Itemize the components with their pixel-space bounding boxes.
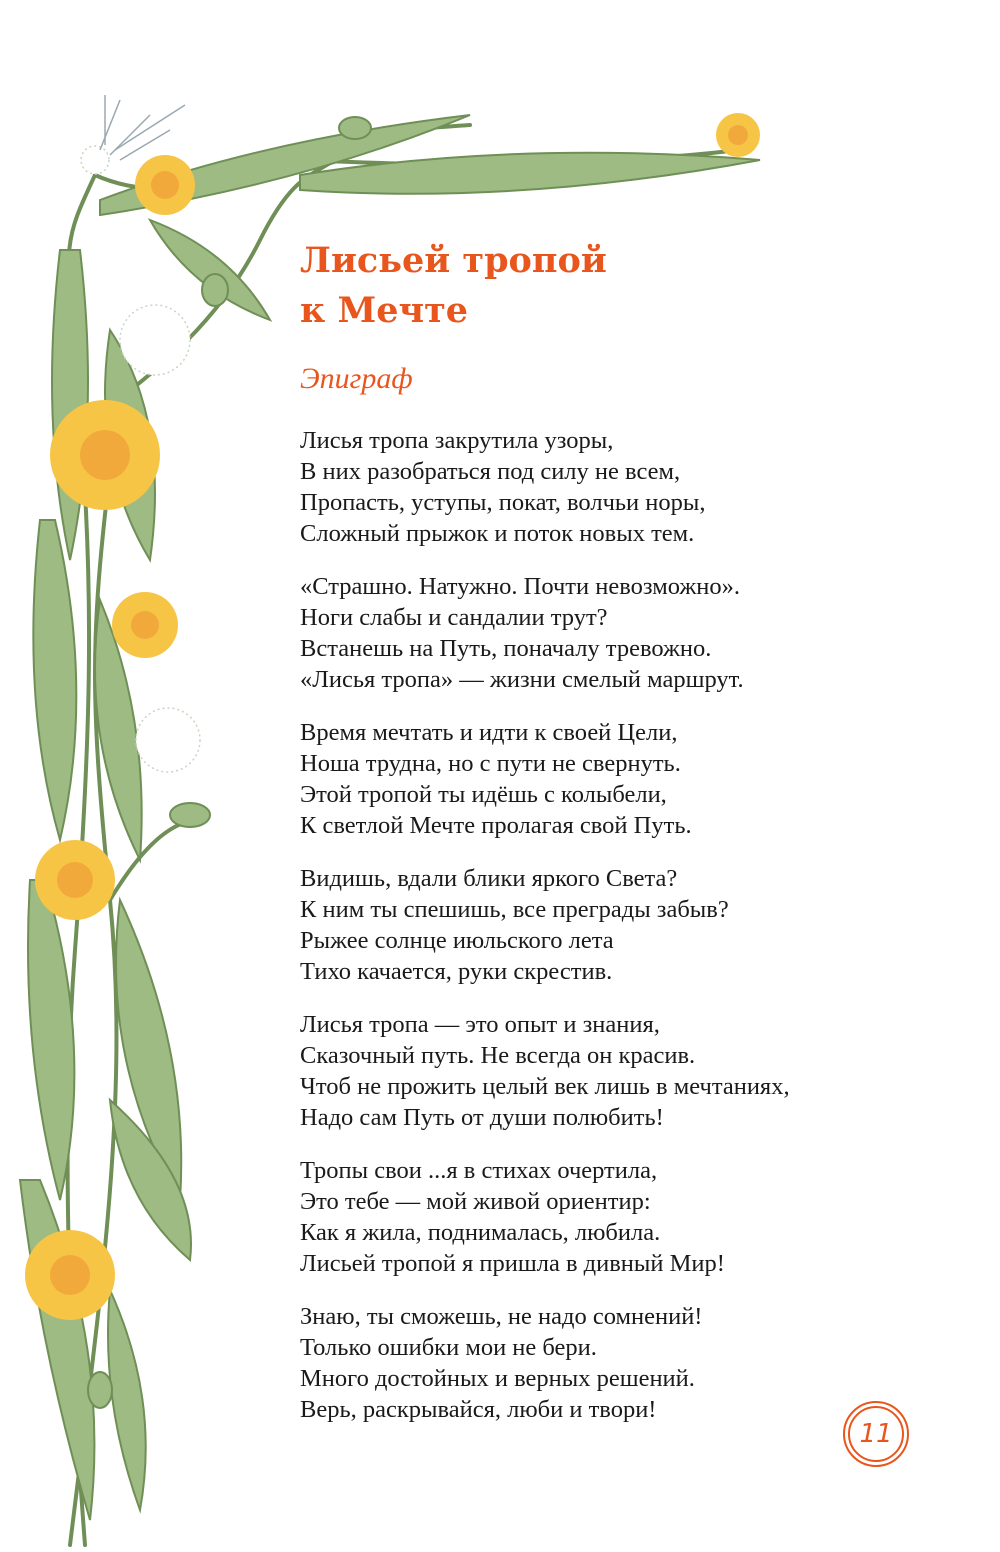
stanza-6 — [300, 1155, 900, 1279]
poem-line: Время мечтать и идти к своей Цели, — [300, 719, 678, 746]
stanza-1 — [300, 425, 900, 549]
poem-line: Много достойных и верных решений. — [300, 1365, 695, 1392]
poem-line: К ним ты спешишь, все преграды забыв? — [300, 896, 729, 923]
poem-line: Чтоб не прожить целый век лишь в мечтаниях, — [300, 1073, 790, 1100]
poem-line: Тропы свои ...я в стихах очертила, — [300, 1157, 658, 1184]
stanza-5 — [300, 1009, 900, 1133]
stanza-2 — [300, 571, 900, 695]
poem-line: Этой тропой ты идёшь с колыбели, — [300, 781, 667, 808]
poem-title — [300, 236, 607, 336]
poem-title-line-2: к Мечте — [300, 290, 469, 331]
poem-line: Тихо качается, руки скрестив. — [300, 958, 613, 985]
poem-line: Как я жила, поднималась, любила. — [300, 1219, 661, 1246]
poem-body — [300, 425, 900, 1447]
stanza-7 — [300, 1301, 900, 1425]
poem-line: В них разобраться под силу не всем, — [300, 458, 681, 485]
poem-title-line-1: Лисьей тропой — [300, 240, 607, 281]
poem-line: Лисья тропа — это опыт и знания, — [300, 1011, 660, 1038]
poem-line: Знаю, ты сможешь, не надо сомнений! — [300, 1303, 703, 1330]
poem-line: Пропасть, уступы, покат, волчьи норы, — [300, 489, 706, 516]
poem-line: Встанешь на Путь, поначалу тревожно. — [300, 635, 712, 662]
poem-line: Сложный прыжок и поток новых тем. — [300, 520, 695, 547]
page-number-badge — [843, 1401, 913, 1471]
page-number: 11 — [859, 1419, 893, 1449]
poem-line: Надо сам Путь от души полюбить! — [300, 1104, 664, 1131]
epigraph-heading: Эпиграф — [300, 362, 413, 395]
poem-line: Сказочный путь. Не всегда он красив. — [300, 1042, 696, 1069]
stanza-3 — [300, 717, 900, 841]
stanza-4 — [300, 863, 900, 987]
poem-line: «Лисья тропа» — жизни смелый маршрут. — [300, 666, 744, 693]
poem-line: Только ошибки мои не бери. — [300, 1334, 597, 1361]
poem-line: Рыжее солнце июльского лета — [300, 927, 614, 954]
poem-line: Это тебе — мой живой ориентир: — [300, 1188, 651, 1215]
poem-line: Лисьей тропой я пришла в дивный Мир! — [300, 1250, 725, 1277]
poem-line: Лисья тропа закрутила узоры, — [300, 427, 614, 454]
poem-line: «Страшно. Натужно. Почти невозможно». — [300, 573, 741, 600]
poem-line: Верь, раскрывайся, люби и твори! — [300, 1396, 657, 1423]
poem-line: Видишь, вдали блики яркого Света? — [300, 865, 678, 892]
flying-seeds — [100, 95, 185, 160]
poem-line: Ноги слабы и сандалии трут? — [300, 604, 608, 631]
poem-line: К светлой Мечте пролагая свой Путь. — [300, 812, 692, 839]
poem-line: Ноша трудна, но с пути не свернуть. — [300, 750, 681, 777]
